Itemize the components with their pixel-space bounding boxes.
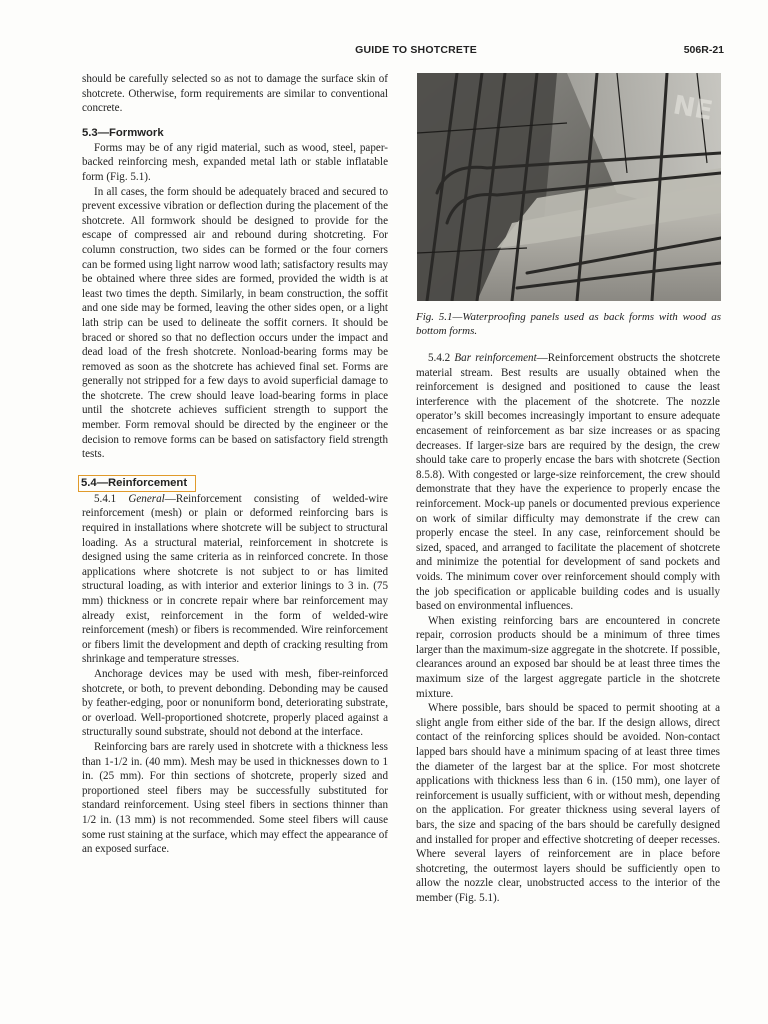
- section-5-4-2-paragraph-1: [416, 351, 720, 614]
- section-5-4-heading-wrapper: [82, 475, 388, 492]
- svg-text:NE: NE: [670, 90, 715, 127]
- section-5-3-heading: 5.3—Formwork: [82, 126, 164, 139]
- left-column: [82, 72, 388, 857]
- page-number: 506R-21: [683, 44, 724, 56]
- section-5-4-1-paragraph-1: [82, 492, 388, 667]
- section-5-4-1-number: 5.4.1: [94, 492, 117, 505]
- section-5-3-paragraph-1: Forms may be of any rigid material, such as wood, steel, paper-backed reinforcing mesh, expanded metal lath or stable inflatable form (Fig. 5.1).: [82, 141, 388, 183]
- section-5-4-1-paragraph-2: Anchorage devices may be used with mesh, fiber-reinforced shotcrete, or both, to prevent debonding. Debonding may be caused by feather-edging, poor or nonuniform bond, deteriorating substrate, or overload. Well-proportioned shotcrete, properly placed against a structurally sound substrate, should not debond at the interface.: [82, 667, 388, 739]
- section-5-4-2-paragraph-3: Where possible, bars should be spaced to permit shooting at a slight angle from either side of the bar. If the design allows, direct contact of the reinforcing splices should be avoided. Non-contact lapped bars should have a minimum spacing of at least three times the diameter of the largest bar at the splice. For most shotcrete applications with thickness less than 6 in. (150 mm), one layer of reinforcement is usually sufficient, with or without mesh, depending on the application. For greater thickness using several layers of bars, the size and spacing of the bars should be carefully designed and installed for proper and effective shotcreting of deeper recesses. Where several layers of reinforcement are in place before shotcreting, the outermost layers should be sufficiently open to allow the nozzle clear, unobstructed access to the interior of the member (Fig. 5.1).: [416, 702, 720, 904]
- section-5-4-1-text: —Reinforcement consisting of welded-wire reinforcement (mesh) or plain or deformed reinforcing bars is required in installations where shotcrete will be subject to structural loading. As a structural material, reinforcement in shotcrete is designed using the same criteria as in reinforced concrete. In those applications where shotcrete is not subject to or has limited structural loading, as with interior and exterior linings to 3 in. (75 mm) thickness or in concrete repair where bar reinforcement may already exist, reinforcement in the form of welded-wire reinforcement (mesh) or fibers is recommended. Wire reinforcement or fibers limit the development and depth of cracking resulting from shrinkage and temperature stresses.: [82, 492, 388, 666]
- section-5-4-2-paragraph-2: When existing reinforcing bars are encountered in concrete repair, corrosion products should be a minimum of three times larger than the maximum-size aggregate in the shotcrete. If possible, clearances around an exposed bar should be at least three times the maximum size of the largest aggregate particle in the shotcrete mixture.: [416, 614, 720, 700]
- section-5-4-2-title: Bar reinforcement: [454, 352, 537, 364]
- intro-paragraph: should be carefully selected so as not to damage the surface skin of shotcrete. Otherwise, form requirements are similar to conventional concrete.: [82, 73, 388, 115]
- section-5-4-heading: 5.4—Reinforcement: [78, 475, 196, 492]
- section-5-4-2-number: 5.4.2: [428, 352, 451, 364]
- formwork-photo-illustration: [417, 73, 721, 301]
- right-column: [416, 351, 720, 906]
- figure-5-1-photo: [417, 73, 721, 301]
- figure-5-1-caption: Fig. 5.1—Waterproofing panels used as back forms with wood as bottom forms.: [416, 311, 721, 337]
- section-5-3-paragraph-2: In all cases, the form should be adequately braced and secured to prevent excessive vibration or deflection during the placement of the shotcrete. All formwork should be designed to provide for the escape of compressed air and rebound during shotcreting. For column construction, two sides can be formed or the four corners can be formed using light narrow wood lath; satisfactory results may be obtained where three sides are formed, provided the width is at least two times the depth. Similarly, in beam construction, the soffit and one side may be formed, leaving the other sides open, or a light lath strip can be used to delineate the soffit corners. It should be braced or shored so that no deflection occurs under the impact and dead load of the fresh shotcrete. Nonload-bearing forms may be removed as soon as the shotcrete has achieved final set. Forms are generally not stripped for a few days to avoid superficial damage to the shotcrete. The crew should leave load-bearing forms in place until the shotcrete achieves sufficient strength to support the member. Form removal should be directed by the engineer or the decision to remove forms can be based on satisfactory field strength tests.: [82, 185, 388, 461]
- section-5-4-2-text: —Reinforcement obstructs the shotcrete material stream. Best results are usually obtained when the reinforcement is designed and positioned to cause the least interference with the placement of the shotcrete. The nozzle operator’s skill becomes increasingly important to ensure adequate encasement of reinforcement as bar size increases or as spacing decreases. If larger-size bars are required by the design, the crew should take care to properly encase the bars with shotcrete (Section 8.5.8). With congested or large-size reinforcement, the crew should demonstrate that they have the experience to properly encase the reinforcement. Mock-up panels or documented previous experience on work of similar difficulty may demonstrate if the crew can properly encase the steel. In any case, reinforcement should be sized, spaced, and arranged to facilitate the placement of shotcrete and minimize the potential for development of sand pockets and voids. The minimum cover over reinforcement should comply with the job specification or applicable building codes and is usually based on environmental influences.: [416, 352, 720, 613]
- section-5-4-1-paragraph-3: Reinforcing bars are rarely used in shotcrete with a thickness less than 1-1/2 in. (40 mm). Mesh may be used in thicknesses down to 1 in. (25 mm). For thin sections of shotcrete, properly sized and proportioned steel fibers may be successfully substituted for standard reinforcement. Using steel fibers in sections thinner than 1/2 in. (13 mm) is not recommended. Some steel fibers will cause some rust staining at the surface, which may effect the appearance of an exposed surface.: [82, 740, 388, 856]
- running-header-title: GUIDE TO SHOTCRETE: [355, 44, 477, 56]
- section-5-4-1-title: General: [128, 492, 165, 505]
